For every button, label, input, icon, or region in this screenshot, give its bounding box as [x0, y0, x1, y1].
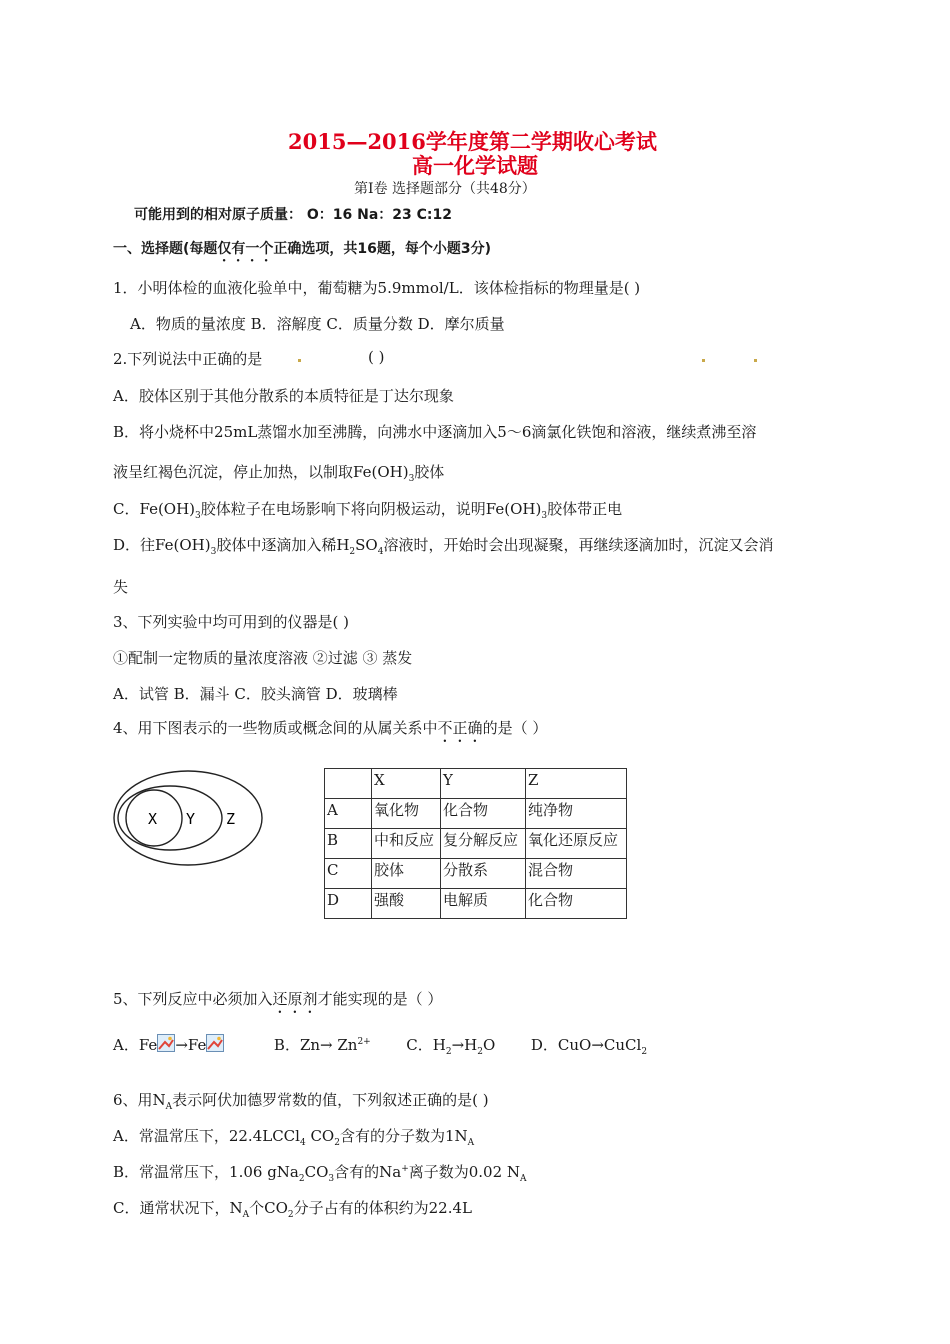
- atomic-mass-note: 可能用到的相对原子质量： O：16 Na：23 C:12: [134, 207, 453, 223]
- q1-options: A．物质的量浓度 B．溶解度 C．质量分数 D．摩尔质量: [130, 315, 505, 333]
- table-row: C 胶体 分散系 混合物: [325, 859, 627, 889]
- q5-stem: 5、下列反应中必须加入还原剂才能实现的是（ ）: [113, 990, 443, 1008]
- q2-paren: ( ): [368, 348, 385, 366]
- section-heading: [113, 238, 491, 265]
- q5-option-a: A．Fe →Fe: [113, 1036, 224, 1054]
- broken-image-icon: [206, 1034, 224, 1052]
- table-row: X Y Z: [325, 769, 627, 799]
- q2-option-b-line1: B．将小烧杯中25mL蒸馏水加至沸腾，向沸水中逐滴加入5～6滴氯化铁饱和溶液，继续煮沸至溶: [113, 423, 757, 441]
- q3-items: ①配制一定物质的量浓度溶液 ②过滤 ③ 蒸发: [113, 649, 413, 667]
- q2-option-c: C．$Fe(OH)_3$胶体粒子在电场影响下将向阴极运动，说明$Fe(OH)_3$胶体带正电: [113, 500, 623, 521]
- q4-stem: 4、用下图表示的一些物质或概念间的从属关系中不正确的是（ ）: [113, 719, 548, 737]
- q2-option-a: A．胶体区别于其他分散系的本质特征是丁达尔现象: [113, 387, 454, 405]
- table-row: D 强酸 电解质 化合物: [325, 889, 627, 919]
- q5-option-b: B．$Zn\to Zn^{2+}$: [273, 1036, 371, 1054]
- q2-option-d-line2: 失: [113, 578, 129, 596]
- q6-option-b: B．常温常压下，1.06 $gNa_2CO_3$含有的Na+离子数为0.02 $N_A$: [113, 1163, 527, 1184]
- table-row: B 中和反应 复分解反应 氧化还原反应: [325, 829, 627, 859]
- exam-title: 2015—2016学年度第二学期收心考试: [288, 129, 657, 154]
- q5-option-c: C．$H_2\to H_2O$: [406, 1036, 496, 1057]
- label-y: Y: [186, 810, 196, 828]
- section-emphasis: 仅有一个: [217, 241, 274, 257]
- q3-options: A．试管 B．漏斗 C．胶头滴管 D．玻璃棒: [113, 685, 398, 703]
- broken-image-icon: [157, 1034, 175, 1052]
- q2-option-d-line1: D．往$Fe(OH)_3$胶体中逐滴加入稀$H_2SO_4$溶液时，开始时会出现凝聚，再继续逐滴加时，沉淀又会消: [113, 536, 774, 557]
- table-row: A 氧化物 化合物 纯净物: [325, 799, 627, 829]
- exam-subtitle: 高一化学试题: [412, 153, 538, 178]
- q1-stem: 1．小明体检的血液化验单中，葡萄糖为5.9mmol/L．该体检指标的物理量是( ): [113, 279, 641, 297]
- q6-option-a: A．常温常压下，22.4LCCl$_4$ $CO_2$含有的分子数为$1N_A$: [113, 1127, 475, 1148]
- q6-stem: 6、用$N_A$表示阿伏加德罗常数的值，下列叙述正确的是( ): [113, 1091, 489, 1112]
- q5-option-d: D．CuO→CuCl$_2$: [530, 1036, 648, 1057]
- part-label: 第Ⅰ卷 选择题部分（共48分）: [354, 181, 536, 197]
- q3-stem: 3、下列实验中均可用到的仪器是( ): [113, 613, 350, 631]
- section-prefix: 一、选择题(每题: [113, 241, 218, 257]
- scan-speck: [298, 359, 301, 362]
- label-x: X: [148, 810, 158, 828]
- q2-option-b-line2: 液呈红褐色沉淀，停止加热，以制取$Fe(OH)_3$胶体: [113, 463, 445, 484]
- scan-speck: [754, 359, 757, 362]
- q2-stem: 2.下列说法中正确的是: [113, 350, 263, 368]
- q4-answer-table: [324, 768, 627, 919]
- scan-speck: [702, 359, 705, 362]
- venn-diagram: [112, 768, 272, 868]
- q6-option-c: C．通常状况下，$N_A$个$CO_2$分子占有的体积约为22.4L: [113, 1199, 472, 1220]
- q5-options: [113, 1034, 647, 1057]
- label-z: Z: [226, 810, 236, 828]
- section-suffix: 正确选项，共16题，每个小题3分): [273, 241, 492, 257]
